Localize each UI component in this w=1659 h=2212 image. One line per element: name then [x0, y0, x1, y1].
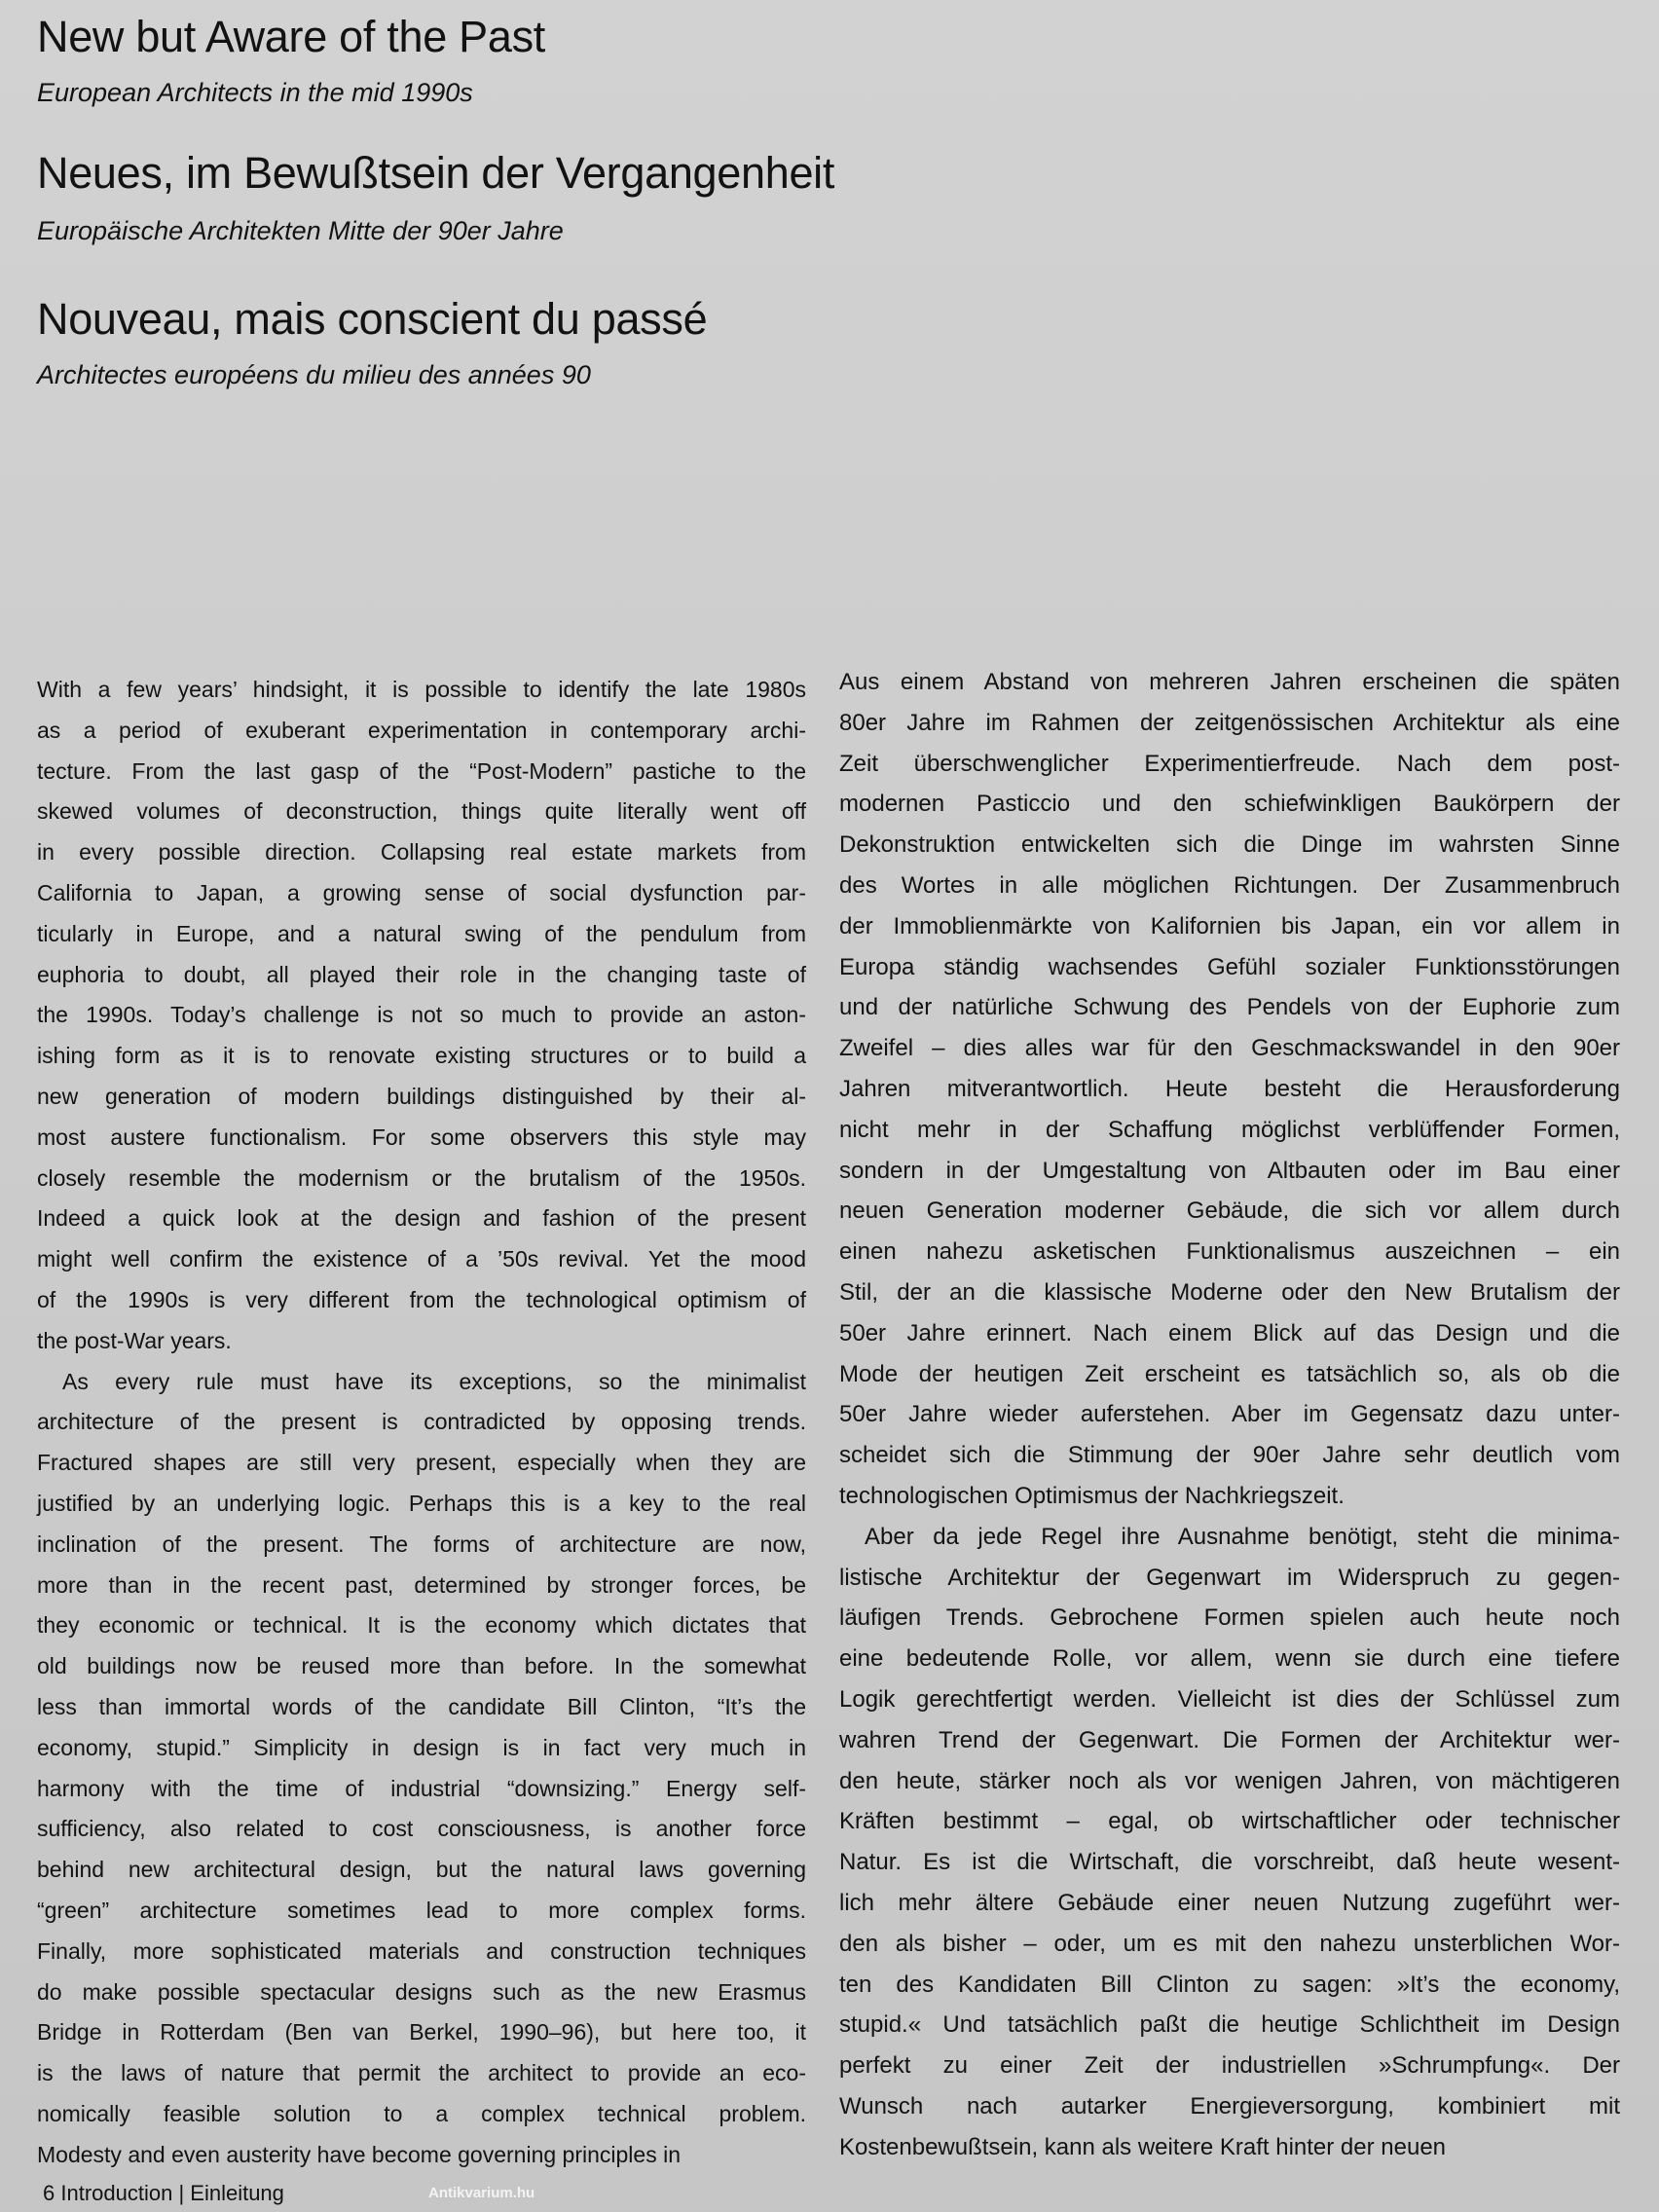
- text-line: Kostenbewußtsein, kann als weitere Kraft hinter der neuen: [839, 2133, 1447, 2160]
- text-line: California to Japan, a growing sense of social dysfunction par-: [37, 879, 806, 905]
- text-line: Zeit überschwenglicher Experimentierfreude. Nach dem post-: [839, 750, 1620, 777]
- text-line: do make possible spectacular designs such as the new Erasmus: [37, 1978, 806, 2005]
- text-line: eine bedeutende Rolle, vor allem, wenn sie durch eine tiefere: [839, 1645, 1620, 1673]
- text-line: might well confirm the existence of a ’50s revival. Yet the mood: [37, 1246, 806, 1272]
- text-line: listische Architektur der Gegenwart im Widerspruch zu gegen-: [839, 1564, 1620, 1591]
- heading-german: Neues, im Bewußtsein der Vergangenheit: [37, 148, 835, 198]
- text-line: sufficiency, also related to cost consciousness, is another force: [37, 1816, 806, 1842]
- text-line: the 1990s. Today’s challenge is not so much to provide an aston-: [37, 1002, 806, 1028]
- text-line: Dekonstruktion entwickelten sich die Dinge im wahrsten Sinne: [839, 831, 1620, 859]
- text-line: Fractured shapes are still very present, especially when they are: [37, 1450, 806, 1476]
- text-line: Logik gerechtfertigt werden. Vielleicht ist dies der Schlüssel zum: [839, 1685, 1620, 1713]
- text-line: Europa ständig wachsendes Gefühl sozialer Funktionsstörungen: [839, 953, 1620, 980]
- text-line: neuen Generation moderner Gebäude, die sich vor allem durch: [839, 1198, 1620, 1225]
- text-line: less than immortal words of the candidate Bill Clinton, “It’s the: [37, 1693, 806, 1719]
- text-line: den heute, stärker noch als vor wenigen Jahren, von mächtigeren: [839, 1767, 1620, 1794]
- text-line: new generation of modern buildings distinguished by their al-: [37, 1083, 806, 1109]
- text-line: des Wortes in alle möglichen Richtungen. Der Zusammenbruch: [839, 871, 1620, 899]
- text-line: is the laws of nature that permit the architect to provide an eco-: [37, 2060, 806, 2086]
- page-footer: [43, 2181, 284, 2206]
- text-line: Jahren mitverantwortlich. Heute besteht die Herausforderung: [839, 1075, 1620, 1102]
- text-line: den als bisher – oder, um es mit den nahezu unsterblichen Wor-: [839, 1930, 1620, 1957]
- text-line: skewed volumes of deconstruction, things quite literally went off: [37, 798, 806, 825]
- text-line: ticularly in Europe, and a natural swing of the pendulum from: [37, 920, 806, 946]
- text-line: architecture of the present is contradicted by opposing trends.: [37, 1409, 806, 1435]
- text-line: in every possible direction. Collapsing real estate markets from: [37, 839, 806, 866]
- heading-english: New but Aware of the Past: [37, 12, 545, 61]
- text-line: closely resemble the modernism or the brutalism of the 1950s.: [37, 1164, 806, 1191]
- text-line: Kräften bestimmt – egal, ob wirtschaftlicher oder technischer: [839, 1808, 1620, 1835]
- heading-french: Nouveau, mais conscient du passé: [37, 294, 708, 344]
- text-line: wahren Trend der Gegenwart. Die Formen der Architektur wer-: [839, 1726, 1620, 1753]
- text-line: läufigen Trends. Gebrochene Formen spielen auch heute noch: [839, 1604, 1620, 1632]
- subheading-french: Architectes européens du milieu des années 90: [37, 360, 591, 389]
- text-line: modernen Pasticcio und den schiefwinkligen Baukörpern der: [839, 791, 1620, 818]
- text-line: economy, stupid.” Simplicity in design is in fact very much in: [37, 1734, 806, 1760]
- subheading-english: European Architects in the mid 1990s: [37, 78, 473, 107]
- text-line: inclination of the present. The forms of architecture are now,: [37, 1530, 806, 1557]
- text-line: sondern in der Umgestaltung von Altbauten oder im Bau einer: [839, 1157, 1620, 1184]
- text-line: they economic or technical. It is the economy which dictates that: [37, 1612, 806, 1639]
- text-line: As every rule must have its exceptions, so the minimalist: [62, 1368, 806, 1394]
- text-line: perfekt zu einer Zeit der industriellen »Schrumpfung«. Der: [839, 2052, 1620, 2080]
- text-line: the post-War years.: [37, 1327, 232, 1353]
- text-line: und der natürliche Schwung des Pendels von der Euphorie zum: [839, 994, 1620, 1021]
- text-line: technologischen Optimismus der Nachkriegszeit.: [839, 1482, 1345, 1509]
- text-line: harmony with the time of industrial “downsizing.” Energy self-: [37, 1775, 806, 1801]
- text-line: 50er Jahre erinnert. Nach einem Blick auf das Design und die: [839, 1319, 1620, 1346]
- text-line: With a few years’ hindsight, it is possible to identify the late 1980s: [37, 677, 806, 702]
- text-line: justified by an underlying logic. Perhaps this is a key to the real: [37, 1490, 806, 1516]
- section-label: Introduction | Einleitung: [60, 2181, 284, 2205]
- text-line: tecture. From the last gasp of the “Post-Modern” pastiche to the: [37, 757, 806, 784]
- text-line: Aus einem Abstand von mehreren Jahren erscheinen die späten: [839, 669, 1620, 695]
- text-line: Wunsch nach autarker Energieversorgung, kombiniert mit: [839, 2092, 1620, 2120]
- text-line: more than in the recent past, determined by stronger forces, be: [37, 1571, 806, 1598]
- text-line: Bridge in Rotterdam (Ben van Berkel, 1990–96), but here too, it: [37, 2019, 806, 2046]
- text-line: ten des Kandidaten Bill Clinton zu sagen: »It’s the economy,: [839, 1971, 1620, 1998]
- english-text-column: [37, 670, 806, 2175]
- text-line: of the 1990s is very different from the technological optimism of: [37, 1286, 806, 1312]
- text-line: Zweifel – dies alles war für den Geschmackswandel in den 90er: [839, 1035, 1620, 1062]
- text-line: einen nahezu asketischen Funktionalismus auszeichnen – ein: [839, 1238, 1620, 1266]
- text-line: old buildings now be reused more than before. In the somewhat: [37, 1653, 806, 1679]
- text-line: as a period of exuberant experimentation in contemporary archi-: [37, 717, 806, 743]
- text-line: most austere functionalism. For some observers this style may: [37, 1124, 806, 1150]
- text-line: behind new architectural design, but the natural laws governing: [37, 1857, 806, 1883]
- text-line: euphoria to doubt, all played their role in the changing taste of: [37, 961, 806, 987]
- text-line: nomically feasible solution to a complex technical problem.: [37, 2100, 806, 2126]
- text-line: der Immoblienmärkte von Kalifornien bis Japan, ein vor allem in: [839, 912, 1620, 940]
- text-line: ishing form as it is to renovate existing structures or to build a: [37, 1043, 806, 1069]
- text-line: Finally, more sophisticated materials and construction techniques: [37, 1937, 806, 1964]
- text-line: nicht mehr in der Schaffung möglichst verblüffender Formen,: [839, 1116, 1620, 1143]
- text-line: Natur. Es ist die Wirtschaft, die vorschreibt, daß heute wesent-: [839, 1849, 1620, 1876]
- german-text-column: [839, 662, 1620, 2167]
- text-line: stupid.« Und tatsächlich paßt die heutige Schlichtheit im Design: [839, 2011, 1620, 2039]
- text-line: Stil, der an die klassische Moderne oder den New Brutalism der: [839, 1278, 1620, 1306]
- text-line: lich mehr ältere Gebäude einer neuen Nutzung zugeführt wer-: [839, 1889, 1620, 1916]
- page-number: 6: [43, 2181, 55, 2205]
- watermark: Antikvarium.hu: [428, 2185, 535, 2201]
- text-line: Aber da jede Regel ihre Ausnahme benötigt, steht die minima-: [865, 1523, 1620, 1550]
- text-line: scheidet sich die Stimmung der 90er Jahre sehr deutlich vom: [839, 1442, 1620, 1469]
- text-line: Mode der heutigen Zeit erscheint es tatsächlich so, als ob die: [839, 1360, 1620, 1387]
- text-line: 80er Jahre im Rahmen der zeitgenössischen Architektur als eine: [839, 709, 1620, 736]
- text-line: “green” architecture sometimes lead to more complex forms.: [37, 1897, 806, 1923]
- text-line: Indeed a quick look at the design and fashion of the present: [37, 1205, 806, 1232]
- subheading-german: Europäische Architekten Mitte der 90er Jahre: [37, 216, 564, 245]
- text-line: 50er Jahre wieder auferstehen. Aber im Gegensatz dazu unter-: [839, 1401, 1620, 1428]
- text-line: Modesty and even austerity have become governing principles in: [37, 2141, 681, 2167]
